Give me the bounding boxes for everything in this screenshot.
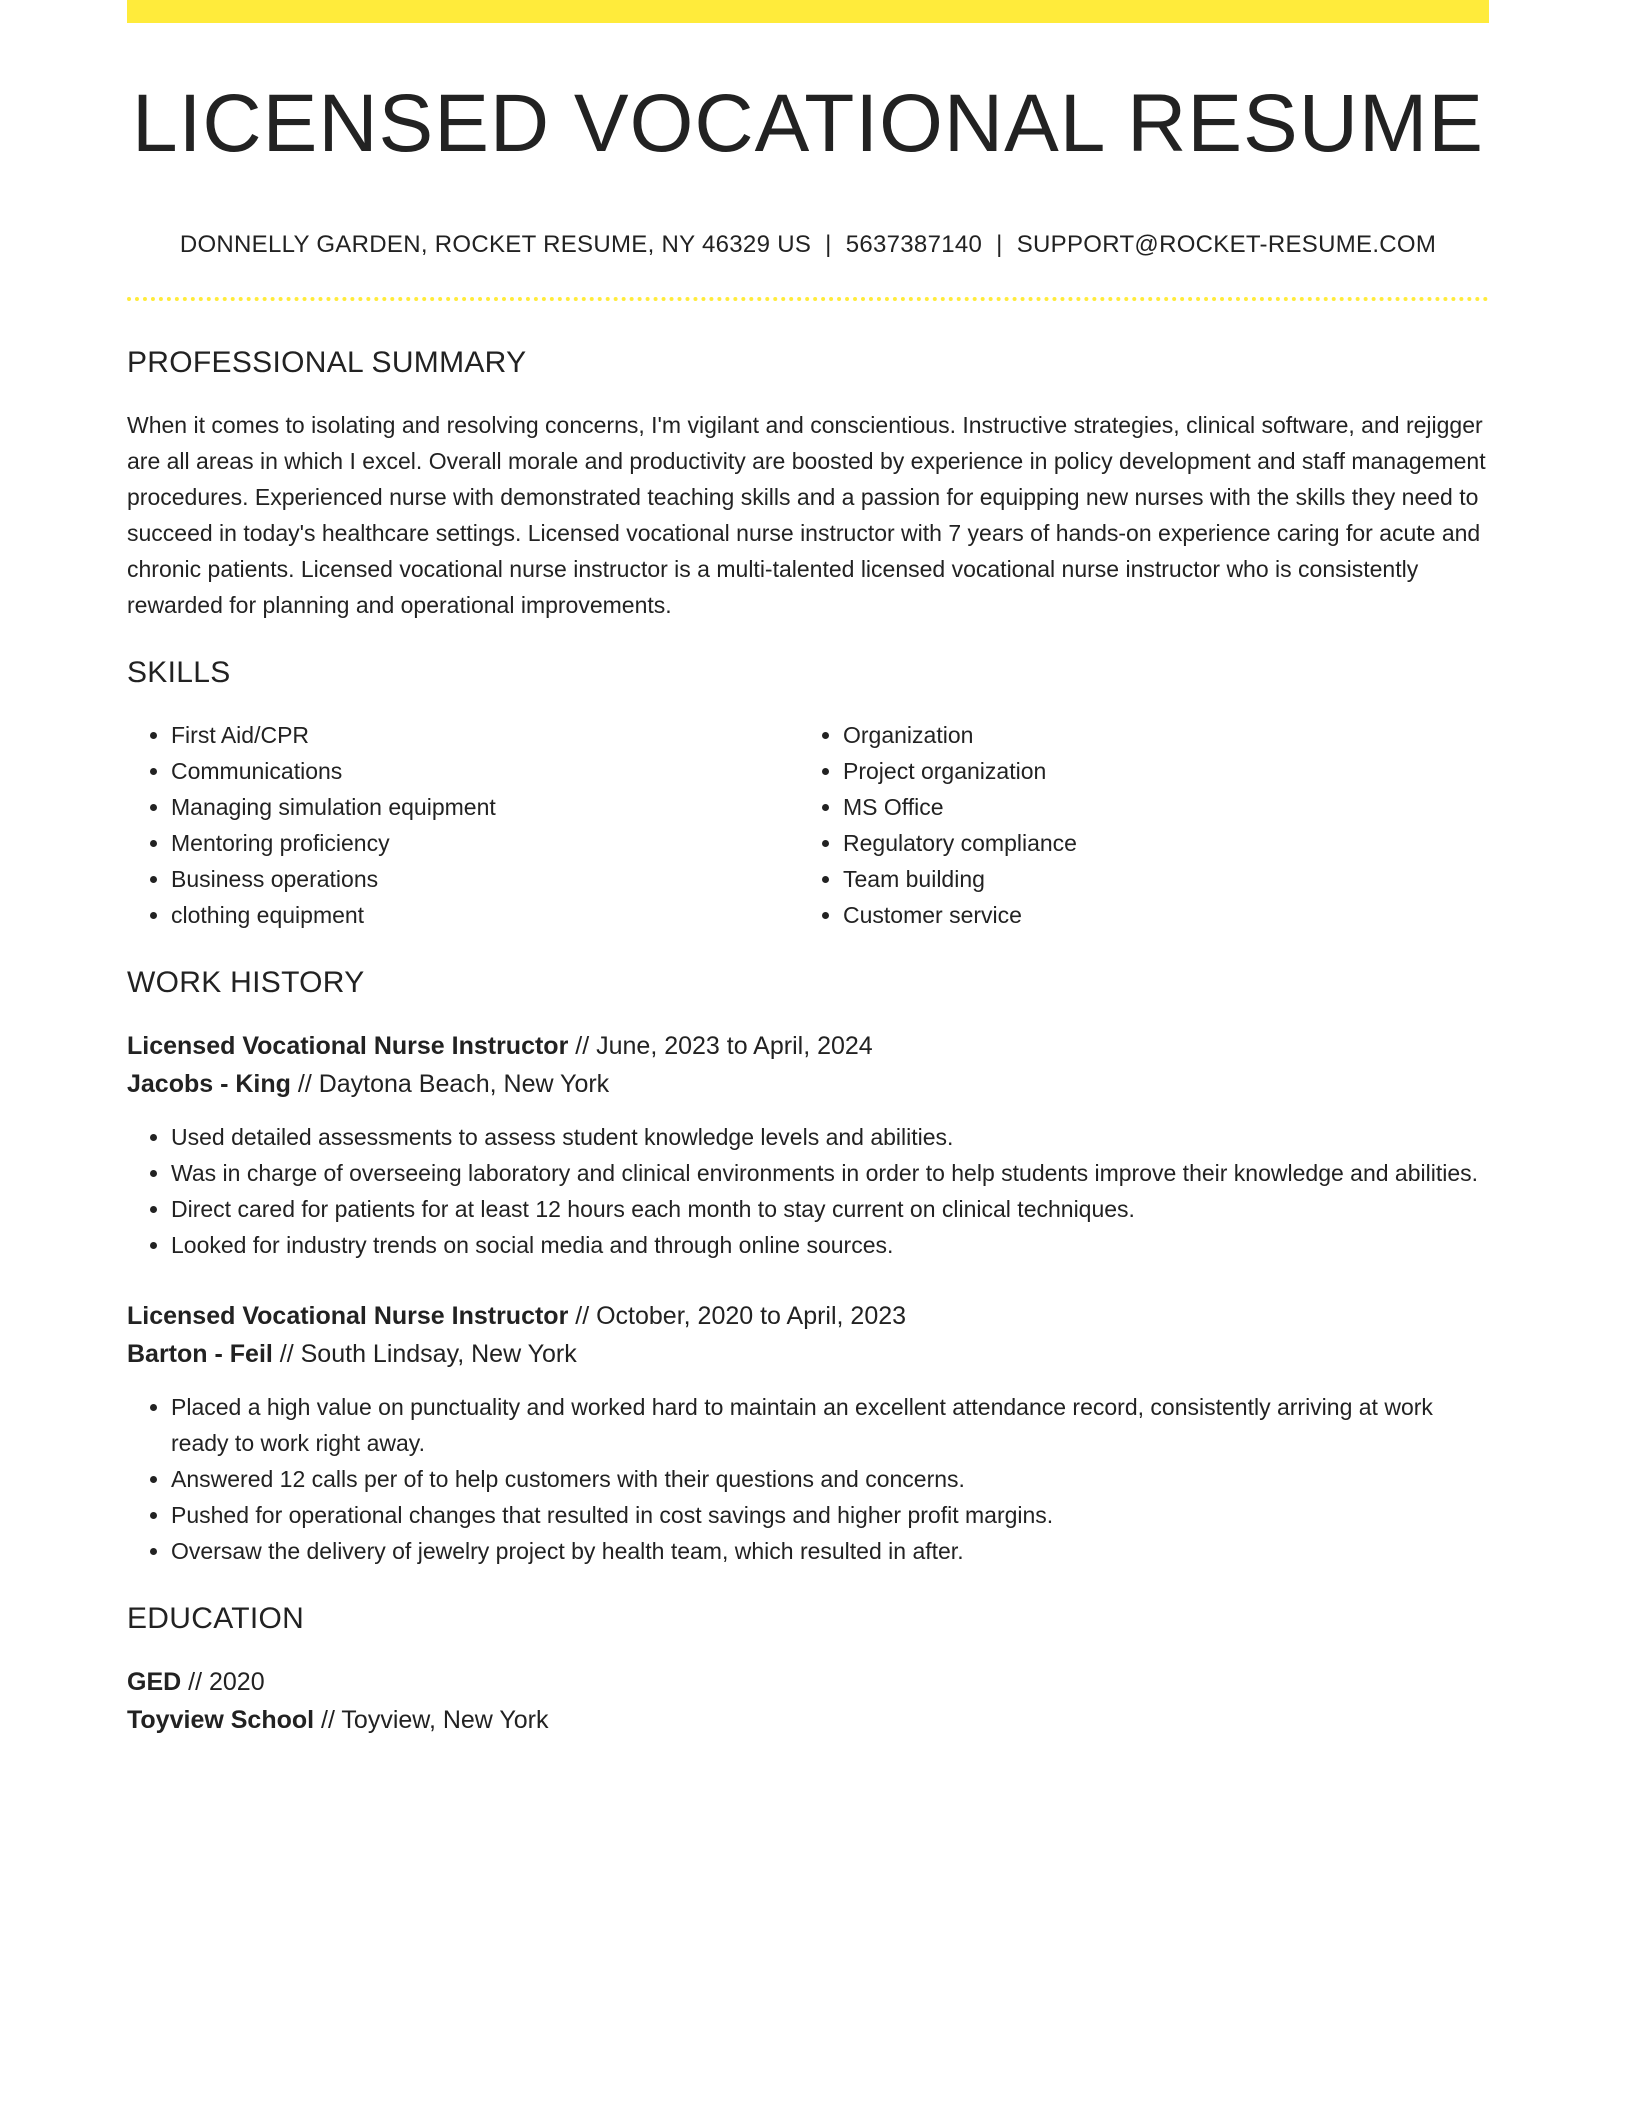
skills-list bbox=[127, 717, 1489, 933]
job-bullet: • Was in charge of overseeing laboratory and clinical environments in order to help students improve their knowledge and abilities. bbox=[171, 1155, 1489, 1191]
job-title-line bbox=[127, 1027, 1489, 1065]
skill-item: • Managing simulation equipment bbox=[171, 789, 799, 825]
skills-heading: SKILLS bbox=[127, 655, 231, 689]
job-bullets bbox=[127, 1389, 1489, 1569]
job-title: Licensed Vocational Nurse Instructor bbox=[127, 1301, 569, 1330]
education-degree-line bbox=[127, 1663, 1489, 1701]
education-heading: EDUCATION bbox=[127, 1601, 305, 1635]
job-title-line bbox=[127, 1297, 1489, 1335]
job-location: // South Lindsay, New York bbox=[279, 1339, 577, 1368]
job-bullet: • Looked for industry trends on social media and through online sources. bbox=[171, 1227, 1489, 1263]
contact-email: SUPPORT@ROCKET-RESUME.COM bbox=[1016, 231, 1437, 258]
job-bullet: • Used detailed assessments to assess student knowledge levels and abilities. bbox=[171, 1119, 1489, 1155]
education-degree: GED bbox=[127, 1667, 182, 1696]
skill-item: • First Aid/CPR bbox=[171, 717, 799, 753]
skill-item: • Business operations bbox=[171, 861, 799, 897]
summary-text: When it comes to isolating and resolving concerns, I'm vigilant and conscientious. Instructive strategies, clinical software, and rejigger are all areas in which I excel. Overall morale and productivity are boosted by experience in policy development and staff management procedures. Experienced nurse with demonstrated teaching skills and a passion for equipping new nurses with the skills they need to succeed in today's healthcare settings. Licensed vocational nurse instructor with 7 years of hands-on experience caring for acute and chronic patients. Licensed vocational nurse instructor is a multi-talented licensed vocational nurse instructor who is consistently rewarded for planning and operational improvements. bbox=[127, 411, 1486, 618]
job-bullet: • Direct cared for patients for at least 12 hours each month to stay current on clinical techniques. bbox=[171, 1191, 1489, 1227]
job-employer: Jacobs - King bbox=[127, 1069, 291, 1098]
contact-line bbox=[127, 231, 1489, 260]
job-employer-line bbox=[127, 1335, 1489, 1373]
education-school-line bbox=[127, 1701, 1489, 1739]
job-employer-line bbox=[127, 1065, 1489, 1103]
skill-item: • Customer service bbox=[843, 897, 1471, 933]
skill-item: • clothing equipment bbox=[171, 897, 799, 933]
dotted-divider bbox=[127, 297, 1489, 301]
education-school: Toyview School bbox=[127, 1705, 315, 1734]
job-title: Licensed Vocational Nurse Instructor bbox=[127, 1031, 569, 1060]
job-bullet: • Pushed for operational changes that resulted in cost savings and higher profit margins. bbox=[171, 1497, 1489, 1533]
contact-separator: | bbox=[996, 231, 1003, 258]
education-entry bbox=[127, 1663, 1489, 1739]
skill-item: • Team building bbox=[843, 861, 1471, 897]
resume-page bbox=[127, 0, 1489, 1739]
skill-item: • Mentoring proficiency bbox=[171, 825, 799, 861]
accent-top-bar bbox=[127, 0, 1489, 23]
contact-phone: 5637387140 bbox=[845, 231, 983, 258]
job-entry bbox=[127, 1297, 1489, 1569]
job-bullet: • Answered 12 calls per of to help customers with their questions and concerns. bbox=[171, 1461, 1489, 1497]
education-location: // Toyview, New York bbox=[321, 1705, 549, 1734]
skill-item: • Communications bbox=[171, 753, 799, 789]
work-history-heading: WORK HISTORY bbox=[127, 965, 365, 999]
education-year: // 2020 bbox=[188, 1667, 265, 1696]
job-entry bbox=[127, 1027, 1489, 1263]
job-bullets bbox=[127, 1119, 1489, 1263]
job-dates: // June, 2023 to April, 2024 bbox=[575, 1031, 873, 1060]
job-dates: // October, 2020 to April, 2023 bbox=[575, 1301, 907, 1330]
skill-item: • Project organization bbox=[843, 753, 1471, 789]
skill-item: • Organization bbox=[843, 717, 1471, 753]
summary-heading: PROFESSIONAL SUMMARY bbox=[127, 345, 527, 379]
skills-column-left bbox=[127, 717, 799, 933]
resume-title: LICENSED VOCATIONAL RESUME bbox=[132, 78, 1484, 169]
job-location: // Daytona Beach, New York bbox=[297, 1069, 610, 1098]
job-employer: Barton - Feil bbox=[127, 1339, 273, 1368]
contact-address: DONNELLY GARDEN, ROCKET RESUME, NY 46329 US bbox=[179, 231, 812, 258]
job-bullet: • Placed a high value on punctuality and worked hard to maintain an excellent attendance record, consistently arriving at work ready to work right away. bbox=[171, 1389, 1489, 1461]
skills-column-right bbox=[799, 717, 1471, 933]
skill-item: • Regulatory compliance bbox=[843, 825, 1471, 861]
contact-separator: | bbox=[825, 231, 832, 258]
job-bullet: • Oversaw the delivery of jewelry project by health team, which resulted in after. bbox=[171, 1533, 1489, 1569]
skill-item: • MS Office bbox=[843, 789, 1471, 825]
